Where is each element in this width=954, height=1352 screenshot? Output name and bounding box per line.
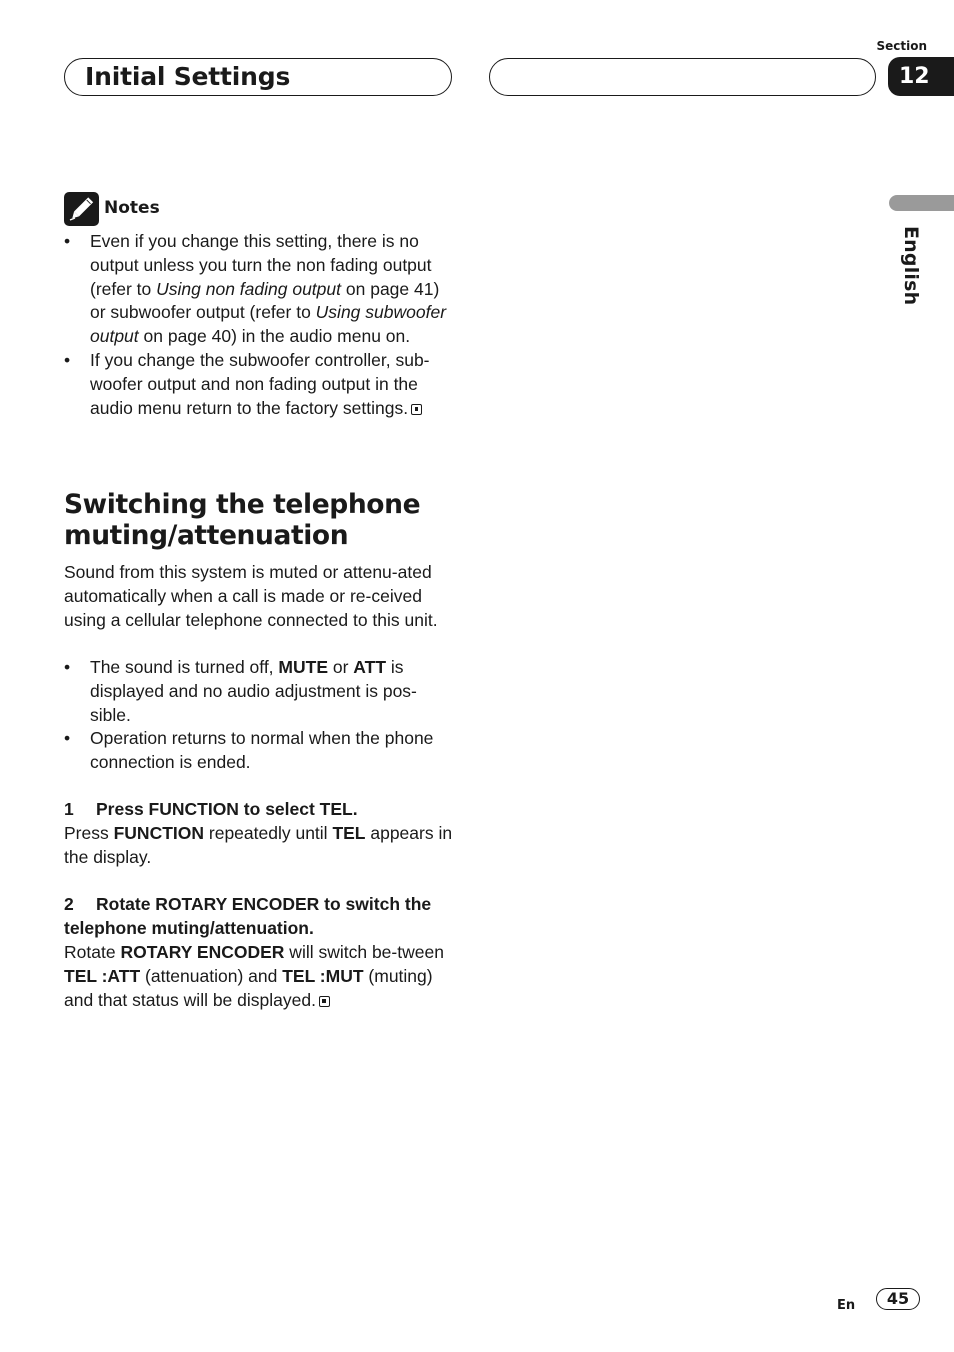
text-run: The sound is turned off, bbox=[90, 657, 279, 677]
step-title: Rotate ROTARY ENCODER to switch the telephone muting/attenuation. bbox=[64, 894, 432, 938]
notes-title: Notes bbox=[104, 198, 160, 218]
text-run: appears in the display. bbox=[64, 823, 453, 867]
step-number: 2 bbox=[64, 894, 74, 914]
bullet-mark: • bbox=[64, 728, 71, 749]
text-run: on page 41) or subwoofer output (refer to bbox=[90, 278, 440, 323]
bullet-mark: • bbox=[64, 349, 71, 370]
display-indicator: ATT bbox=[353, 657, 387, 677]
page-number: 45 bbox=[876, 1288, 920, 1310]
list-item bbox=[64, 349, 454, 420]
page-section-title: Initial Settings bbox=[85, 62, 291, 91]
step-description bbox=[64, 941, 456, 1012]
button-reference: ROTARY ENCODER bbox=[120, 942, 285, 962]
bullet-mark: • bbox=[64, 657, 71, 677]
display-indicator: TEL bbox=[332, 823, 366, 843]
text-run: Operation returns to normal when the phone connection is ended. bbox=[90, 728, 434, 773]
text-run: will switch be-tween bbox=[284, 942, 444, 962]
text-run: Press bbox=[64, 823, 114, 843]
text-run: repeatedly until bbox=[204, 823, 333, 843]
intro-paragraph: Sound from this system is muted or attenu-ated automatically when a call is made or re-ceived using a cellular telephone connected to this unit. bbox=[64, 562, 438, 630]
text-run: (muting) and that status will be displayed. bbox=[64, 965, 433, 1010]
list-item bbox=[64, 230, 454, 349]
step-title: Press FUNCTION to select TEL. bbox=[96, 799, 358, 819]
cross-reference: Using non fading output bbox=[156, 278, 342, 299]
language-tab-label: English bbox=[900, 226, 922, 306]
header-blank-bar bbox=[489, 58, 876, 96]
text-run: Rotate bbox=[64, 942, 121, 962]
language-tab-marker bbox=[889, 195, 954, 211]
step-heading bbox=[64, 893, 456, 941]
text-run: on page 40) in the audio menu on. bbox=[138, 326, 411, 347]
text-run: or bbox=[328, 657, 354, 677]
text-run: (attenuation) and bbox=[140, 965, 283, 986]
section-number-badge: 12 bbox=[888, 57, 954, 96]
display-indicator: TEL :ATT bbox=[64, 965, 141, 986]
text-run: Even if you change this setting, there is no output unless you turn the non fading output (refer to bbox=[90, 231, 432, 299]
step-description bbox=[64, 822, 456, 870]
section-heading: Switching the telephone muting/attenuation bbox=[64, 489, 421, 551]
cross-reference: Using subwoofer output bbox=[90, 302, 447, 347]
text-run: is displayed and no audio adjustment is pos-sible. bbox=[90, 657, 417, 725]
pencil-note-icon bbox=[64, 192, 99, 226]
section-label: Section bbox=[876, 39, 927, 53]
display-indicator: TEL :MUT bbox=[282, 965, 364, 986]
bullet-mark: • bbox=[64, 231, 71, 251]
text-run: If you change the subwoofer controller, sub-woofer output and non fading output in the audio menu return to the factory settings. bbox=[90, 349, 430, 418]
step-heading bbox=[64, 798, 456, 822]
end-of-section-icon bbox=[411, 404, 422, 415]
list-item bbox=[64, 656, 456, 727]
display-indicator: MUTE bbox=[278, 657, 328, 677]
end-of-section-icon bbox=[319, 996, 330, 1007]
notes-list bbox=[64, 230, 454, 420]
list-item bbox=[64, 727, 456, 775]
footer-language-code: En bbox=[837, 1298, 856, 1313]
button-reference: FUNCTION bbox=[113, 823, 205, 843]
header-title-bar bbox=[64, 58, 452, 96]
step-number: 1 bbox=[64, 799, 74, 819]
behavior-list bbox=[64, 656, 456, 775]
